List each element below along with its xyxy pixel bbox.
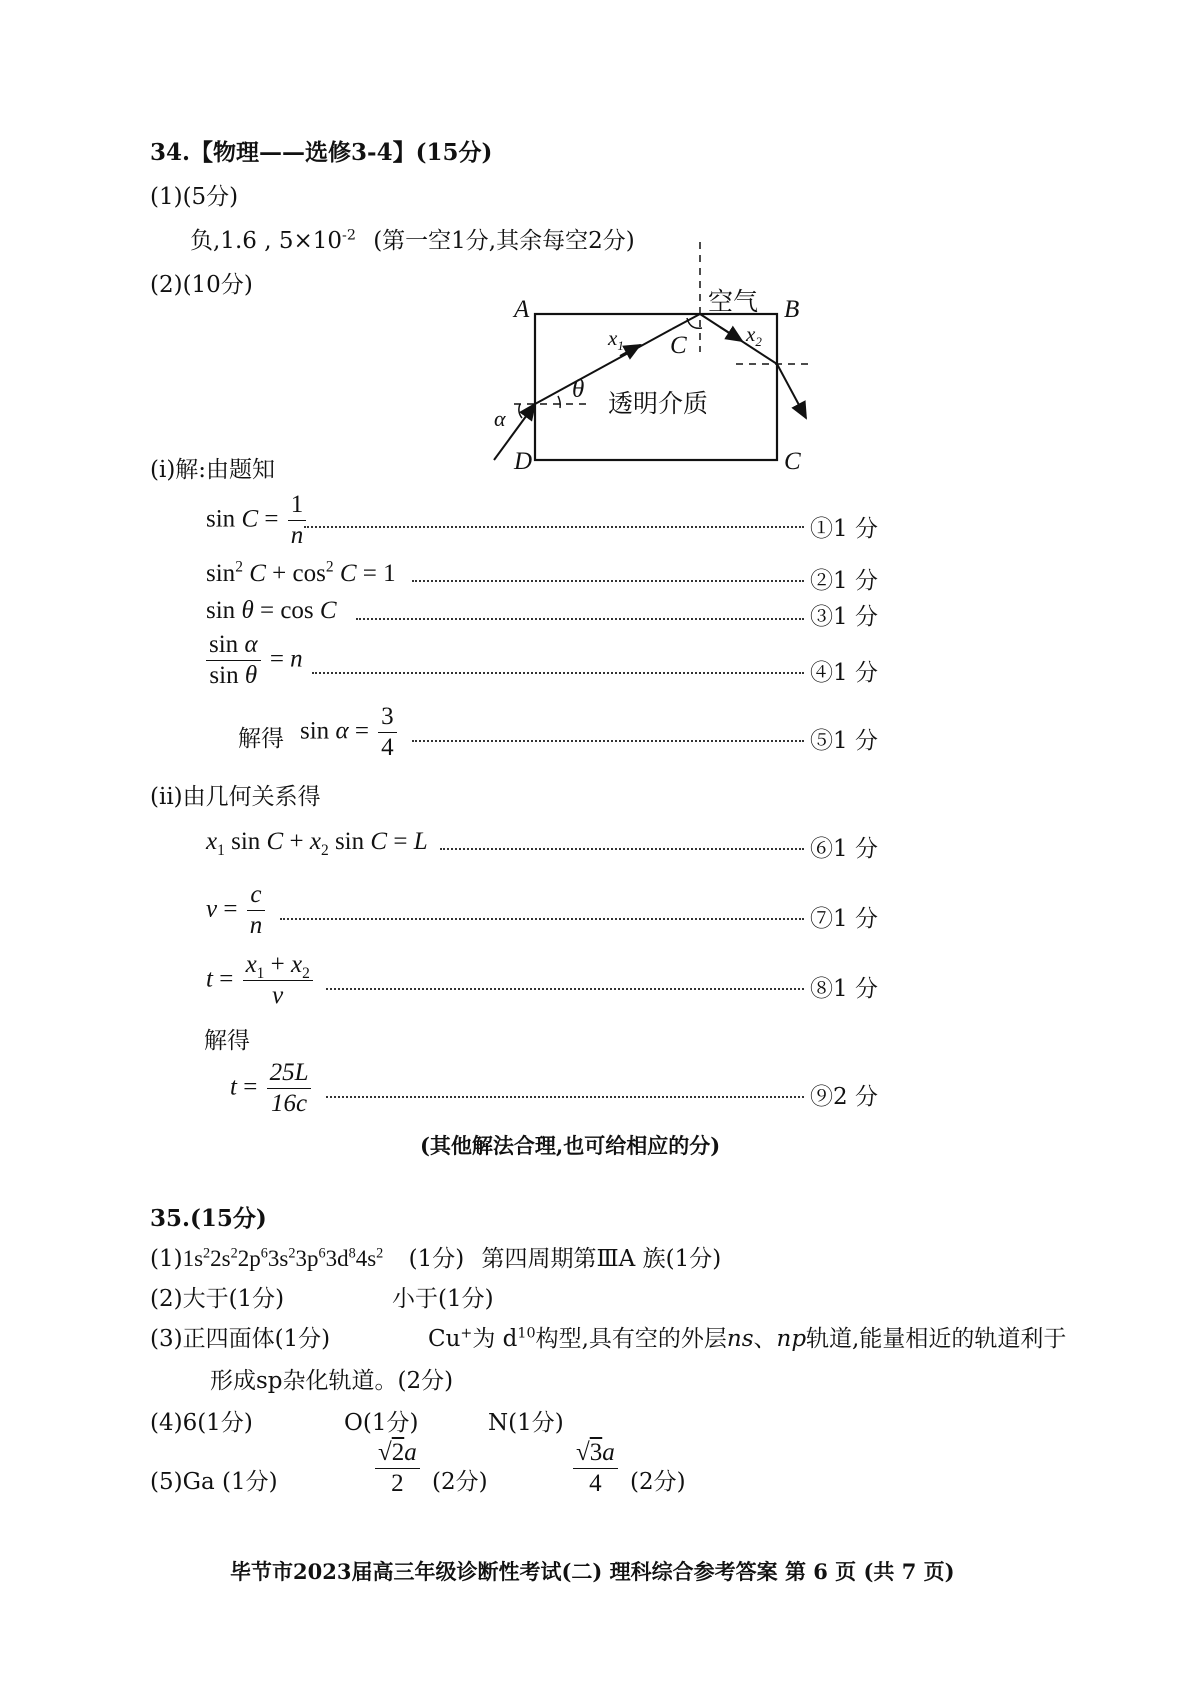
corner-label-d: D: [514, 448, 533, 475]
ray-x2-arrow: [720, 327, 742, 341]
alpha-arc: [519, 404, 522, 418]
dot-leader-3: [356, 618, 804, 620]
score-2: ②1 分: [810, 568, 878, 594]
q35-l4-a: (4)6(1分): [150, 1410, 253, 1436]
q35-title: 35.(15分): [150, 1205, 267, 1232]
critical-angle-label: C: [670, 332, 687, 359]
x2-symbol: x: [746, 322, 756, 346]
alpha-label: α: [494, 406, 506, 431]
electron-configuration: $1s^22s^22p^63s^23p^63d^84s^2$: [182, 1245, 384, 1271]
equation-4: $\frac{\text{sin α}}{\text{sin θ}}$ = n: [206, 632, 303, 690]
q34-part1-power-exp: -2: [342, 227, 356, 244]
theta-arc: [558, 396, 560, 408]
solve-label-1: 解得: [238, 726, 284, 752]
x1-label: [608, 326, 624, 354]
q35-l4-b: O(1分): [344, 1410, 419, 1436]
score-4: ④1 分: [810, 660, 878, 686]
dot-leader-7: [280, 918, 804, 920]
equation-8: t = $\frac{x_1 + x_2}{v}$: [206, 952, 316, 1010]
q35-l1-label: (1): [150, 1246, 183, 1272]
dot-leader-1: [304, 526, 804, 528]
equation-5: sin α = $\frac{3}{4}$: [300, 704, 400, 762]
optics-diagram: [0, 0, 1200, 500]
q34-part1-note: (第一空1分,其余每空2分): [373, 228, 635, 254]
score-3: ③1 分: [810, 604, 878, 630]
dot-leader-9: [326, 1096, 804, 1098]
q35-l1-text: 第四周期第ⅢA 族(1分): [481, 1246, 722, 1272]
q35-l3-a: (3)正四面体(1分): [150, 1326, 331, 1352]
ns-orbital: ns: [726, 1326, 754, 1352]
q35-l1-score: (1分): [408, 1246, 465, 1272]
q35-l2: (2)大于(1分): [150, 1286, 285, 1312]
d10-superscript: 10: [517, 1325, 536, 1342]
q35-l2b: 小于(1分): [392, 1286, 494, 1312]
dot-leader-2: [412, 580, 804, 582]
score-5: ⑤1 分: [810, 728, 878, 754]
cu-charge: +: [460, 1325, 473, 1342]
part-i-label: (i)解:由题知: [150, 457, 276, 483]
corner-label-b: B: [784, 296, 800, 323]
q35-l3-mid: 为 d: [472, 1326, 518, 1352]
equation-2: $\sin^2 C + \cos^2 C = 1$: [206, 558, 396, 587]
q35-l5-a: (5)Ga (1分): [150, 1469, 278, 1495]
q34-part1-answer-values: 负,1.6 ,: [190, 228, 272, 254]
q34-note: (其他解法合理,也可给相应的分): [420, 1133, 721, 1158]
q34-part1-power-base: 5×10: [278, 228, 342, 254]
orbital-separator: 、: [753, 1326, 777, 1352]
q34-title: 34.【物理——选修3-4】(15分): [150, 139, 493, 166]
x2-subscript: 2: [755, 334, 762, 350]
cu-symbol: Cu: [428, 1326, 461, 1352]
np-orbital: np: [776, 1326, 807, 1352]
corner-label-a: A: [514, 296, 530, 323]
dot-leader-6: [440, 848, 804, 850]
equation-3: sin θ = cos C: [206, 597, 337, 624]
q34-part2-label: (2)(10分): [150, 272, 253, 298]
q35-l3-b: [428, 1320, 1066, 1353]
x2-label: [746, 322, 762, 350]
score-9: ⑨2 分: [810, 1084, 878, 1110]
q35-l3-line2: 形成sp杂化轨道。(2分): [210, 1368, 454, 1394]
equation-1: sin C = $\frac{1}{n}$: [206, 492, 309, 550]
part-ii-label: (ii)由几何关系得: [150, 784, 321, 810]
x1-subscript: 1: [617, 338, 624, 354]
page-footer: 毕节市2023届高三年级诊断性考试(二) 理科综合参考答案 第 6 页 (共 7 页): [230, 1559, 955, 1584]
q34-part1-label: (1)(5分): [150, 184, 239, 210]
theta-label: θ: [572, 376, 585, 403]
x1-symbol: x: [608, 326, 618, 350]
corner-label-c: C: [784, 448, 801, 475]
q35-l3-tail: 轨道,能量相近的轨道利于: [806, 1326, 1067, 1352]
score-7: ⑦1 分: [810, 906, 878, 932]
q35-l5-score1: (2分): [432, 1469, 488, 1495]
equation-9: t = $\frac{25L}{16c}$: [230, 1060, 314, 1118]
cu-ion: [428, 1326, 472, 1352]
dot-leader-5: [412, 740, 804, 742]
dot-leader-8: [326, 988, 804, 990]
equation-6: $x_1$ $\sin C + x_2$ sin C = L: [206, 828, 428, 859]
exit-ray: [777, 364, 806, 418]
q35-line-1: [150, 1240, 721, 1273]
q35-l3-rest: 构型,具有空的外层: [535, 1326, 727, 1352]
q35-l4-c: N(1分): [488, 1410, 564, 1436]
air-label: 空气: [708, 287, 759, 316]
q35-l5-score2: (2分): [630, 1469, 686, 1495]
equation-7: v = $\frac{c}{n}$: [206, 882, 268, 940]
medium-label: 透明介质: [608, 389, 709, 418]
ray-x1-b: [672, 314, 700, 329]
score-1: ①1 分: [810, 516, 878, 542]
dot-leader-4: [312, 672, 804, 674]
fraction-sqrt3a-over-4: $\frac{√3a}{4}$: [570, 1440, 621, 1498]
score-6: ⑥1 分: [810, 836, 878, 862]
score-8: ⑧1 分: [810, 976, 878, 1002]
fraction-sqrt2a-over-2: $\frac{√2a}{2}$: [372, 1440, 423, 1498]
solve-label-2: 解得: [204, 1028, 250, 1054]
